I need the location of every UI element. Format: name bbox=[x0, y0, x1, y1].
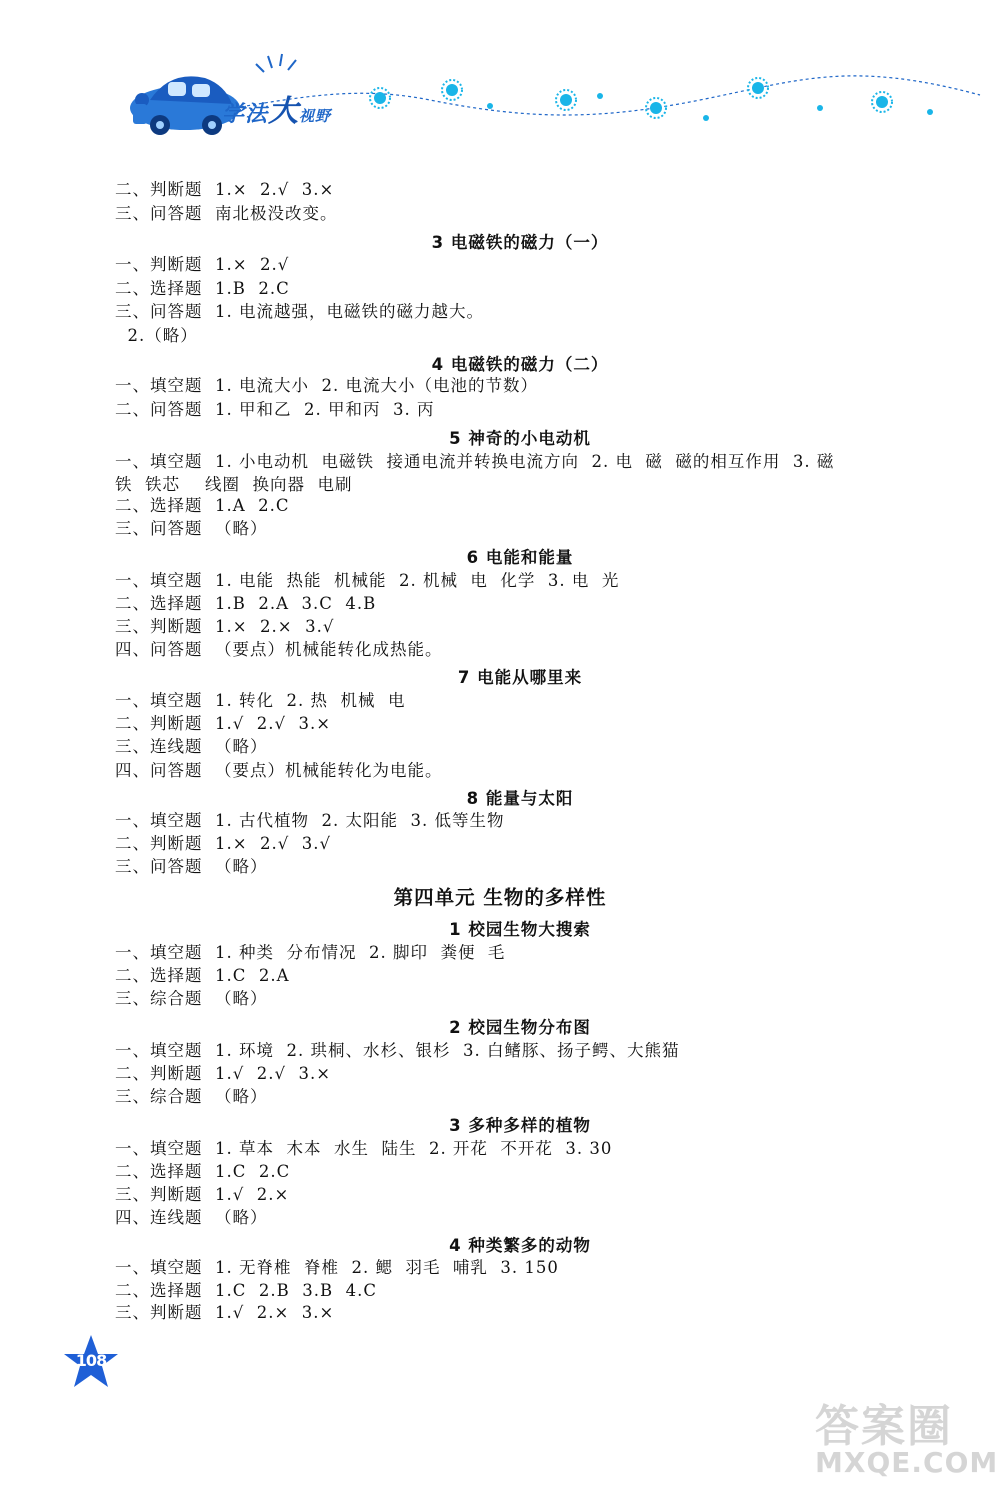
question-type-label: 三、判断题 bbox=[115, 1185, 203, 1204]
answer-line bbox=[115, 617, 334, 637]
answer-text: （略） bbox=[215, 989, 268, 1008]
answer-text: 1.× 2.√ 3.√ bbox=[215, 834, 332, 853]
answer-text: 1. 草本 木本 水生 陆生 2. 开花 不开花 3. 30 bbox=[215, 1139, 613, 1158]
question-type-label: 三、问答题 bbox=[115, 302, 203, 321]
answer-line bbox=[115, 834, 331, 854]
page-header bbox=[0, 0, 1000, 150]
answer-line bbox=[115, 640, 443, 660]
question-type-label: 一、填空题 bbox=[115, 452, 203, 471]
answer-text: 1.C 2.C bbox=[215, 1162, 291, 1181]
watermark bbox=[815, 1390, 999, 1485]
answer-line bbox=[115, 452, 834, 472]
answer-line bbox=[115, 400, 434, 420]
question-type-label: 一、填空题 bbox=[115, 571, 203, 590]
question-type-label: 一、填空题 bbox=[115, 1041, 203, 1060]
answer-text: （略） bbox=[215, 1208, 268, 1227]
question-type-label: 二、判断题 bbox=[115, 1064, 203, 1083]
question-type-label: 一、填空题 bbox=[115, 376, 203, 395]
header-decoration bbox=[0, 0, 1000, 150]
answer-text: 1.√ 2.× 3.× bbox=[215, 1303, 335, 1322]
answer-text: （略） bbox=[215, 857, 268, 876]
question-type-label: 一、填空题 bbox=[115, 1139, 203, 1158]
answer-line bbox=[115, 714, 331, 734]
answer-line bbox=[115, 376, 538, 396]
answer-line bbox=[115, 1087, 268, 1107]
answer-line bbox=[115, 1258, 559, 1278]
answer-text: 1. 环境 2. 珙桐、水杉、银杉 3. 白鳍豚、扬子鳄、大熊猫 bbox=[215, 1041, 680, 1060]
question-type-label: 一、填空题 bbox=[115, 1258, 203, 1277]
answer-text: 1. 无脊椎 脊椎 2. 鳃 羽毛 哺乳 3. 150 bbox=[215, 1258, 559, 1277]
section-title: 5 神奇的小电动机 bbox=[449, 429, 591, 448]
answer-text: 1.× 2.√ 3.× bbox=[215, 180, 335, 199]
answer-line bbox=[115, 204, 338, 224]
watermark-text: 答案圈 bbox=[815, 1401, 953, 1452]
answer-text: （要点）机械能转化为电能。 bbox=[215, 761, 443, 780]
answer-text: 1.√ 2.× bbox=[215, 1185, 290, 1204]
question-type-label: 四、问答题 bbox=[115, 761, 203, 780]
question-type-label: 二、选择题 bbox=[115, 966, 203, 985]
answer-text: 1. 甲和乙 2. 甲和丙 3. 丙 bbox=[215, 400, 435, 419]
answer-line bbox=[115, 1185, 289, 1205]
answer-text: 1.B 2.A 3.C 4.B bbox=[215, 594, 377, 613]
answer-text: 1. 电流大小 2. 电流大小（电池的节数） bbox=[215, 376, 538, 395]
question-type-label: 三、综合题 bbox=[115, 1087, 203, 1106]
answer-continuation: 铁 铁芯 线圈 换向器 电刷 bbox=[115, 475, 353, 494]
question-type-label: 二、选择题 bbox=[115, 496, 203, 515]
answer-text: 1.A 2.C bbox=[215, 496, 290, 515]
answer-line bbox=[115, 1041, 679, 1061]
question-type-label: 二、选择题 bbox=[115, 1281, 203, 1300]
answer-continuation: 2.（略） bbox=[115, 326, 198, 345]
question-type-label: 一、填空题 bbox=[115, 943, 203, 962]
answer-line bbox=[115, 1162, 290, 1182]
section-title: 4 种类繁多的动物 bbox=[449, 1236, 591, 1255]
flower-icon bbox=[370, 78, 933, 121]
answer-line bbox=[115, 279, 290, 299]
answer-line bbox=[115, 943, 505, 963]
answer-line bbox=[115, 857, 268, 877]
answer-text: （要点）机械能转化成热能。 bbox=[215, 640, 443, 659]
answer-line bbox=[115, 737, 268, 757]
question-type-label: 三、问答题 bbox=[115, 204, 203, 223]
answer-line bbox=[115, 255, 289, 275]
section-title: 2 校园生物分布图 bbox=[449, 1018, 591, 1037]
page-number-badge bbox=[62, 1333, 120, 1391]
question-type-label: 二、选择题 bbox=[115, 1162, 203, 1181]
question-type-label: 一、填空题 bbox=[115, 691, 203, 710]
answer-text: 1. 种类 分布情况 2. 脚印 粪便 毛 bbox=[215, 943, 506, 962]
answer-text: 1. 电能 热能 机械能 2. 机械 电 化学 3. 电 光 bbox=[215, 571, 620, 590]
answer-line bbox=[115, 966, 290, 986]
question-type-label: 二、选择题 bbox=[115, 594, 203, 613]
answer-text: （略） bbox=[215, 519, 268, 538]
answer-text: 1. 古代植物 2. 太阳能 3. 低等生物 bbox=[215, 811, 505, 830]
logo-text: 学法大视野 bbox=[222, 94, 332, 129]
question-type-label: 二、判断题 bbox=[115, 834, 203, 853]
answer-line bbox=[115, 1208, 268, 1228]
answer-text: 1.C 2.A bbox=[215, 966, 290, 985]
answer-line bbox=[115, 1281, 377, 1301]
answer-text: 1.√ 2.√ 3.× bbox=[215, 714, 332, 733]
answer-text: 1. 电流越强，电磁铁的磁力越大。 bbox=[215, 302, 484, 321]
question-type-label: 三、综合题 bbox=[115, 989, 203, 1008]
answer-text: 1.B 2.C bbox=[215, 279, 290, 298]
question-type-label: 三、连线题 bbox=[115, 737, 203, 756]
section-title: 4 电磁铁的磁力（二） bbox=[431, 355, 609, 374]
question-type-label: 一、判断题 bbox=[115, 255, 203, 274]
answer-text: 1.√ 2.√ 3.× bbox=[215, 1064, 332, 1083]
section-title: 1 校园生物大搜索 bbox=[449, 920, 591, 939]
answer-line bbox=[115, 519, 268, 539]
question-type-label: 二、选择题 bbox=[115, 279, 203, 298]
answer-text: 1.C 2.B 3.B 4.C bbox=[215, 1281, 377, 1300]
answer-line bbox=[115, 1139, 612, 1159]
answer-text: 1. 转化 2. 热 机械 电 bbox=[215, 691, 406, 710]
answer-text: 1.× 2.× 3.√ bbox=[215, 617, 335, 636]
answer-text: （略） bbox=[215, 737, 268, 756]
question-type-label: 一、填空题 bbox=[115, 811, 203, 830]
question-type-label: 二、问答题 bbox=[115, 400, 203, 419]
question-type-label: 三、判断题 bbox=[115, 617, 203, 636]
question-type-label: 四、问答题 bbox=[115, 640, 203, 659]
answer-line bbox=[115, 180, 334, 200]
question-type-label: 二、判断题 bbox=[115, 714, 203, 733]
section-title: 7 电能从哪里来 bbox=[457, 668, 583, 687]
answer-text: 1. 小电动机 电磁铁 接通电流并转换电流方向 2. 电 磁 磁的相互作用 3. 磁 bbox=[215, 452, 835, 471]
answer-line bbox=[115, 761, 443, 781]
section-title: 6 电能和能量 bbox=[466, 548, 574, 567]
answer-line bbox=[115, 496, 290, 516]
answer-text: （略） bbox=[215, 1087, 268, 1106]
answer-line bbox=[115, 571, 619, 591]
answer-text: 1.× 2.√ bbox=[215, 255, 290, 274]
question-type-label: 三、判断题 bbox=[115, 1303, 203, 1322]
section-title: 3 多种多样的植物 bbox=[449, 1116, 591, 1135]
page-number: 108 bbox=[75, 1351, 107, 1370]
answer-line bbox=[115, 691, 405, 711]
answer-text: 南北极没改变。 bbox=[215, 204, 338, 223]
answer-line bbox=[115, 1064, 331, 1084]
unit-title: 第四单元 生物的多样性 bbox=[393, 886, 607, 909]
watermark-url: MXQE.COM bbox=[815, 1446, 999, 1479]
answer-line bbox=[115, 594, 376, 614]
sparkle-icon bbox=[256, 54, 296, 72]
section-title: 3 电磁铁的磁力（一） bbox=[431, 233, 609, 252]
answer-line bbox=[115, 1303, 334, 1323]
answer-line bbox=[115, 989, 268, 1009]
question-type-label: 三、问答题 bbox=[115, 519, 203, 538]
question-type-label: 二、判断题 bbox=[115, 180, 203, 199]
answer-line bbox=[115, 302, 484, 322]
question-type-label: 三、问答题 bbox=[115, 857, 203, 876]
section-title: 8 能量与太阳 bbox=[466, 789, 574, 808]
answer-line bbox=[115, 811, 504, 831]
question-type-label: 四、连线题 bbox=[115, 1208, 203, 1227]
